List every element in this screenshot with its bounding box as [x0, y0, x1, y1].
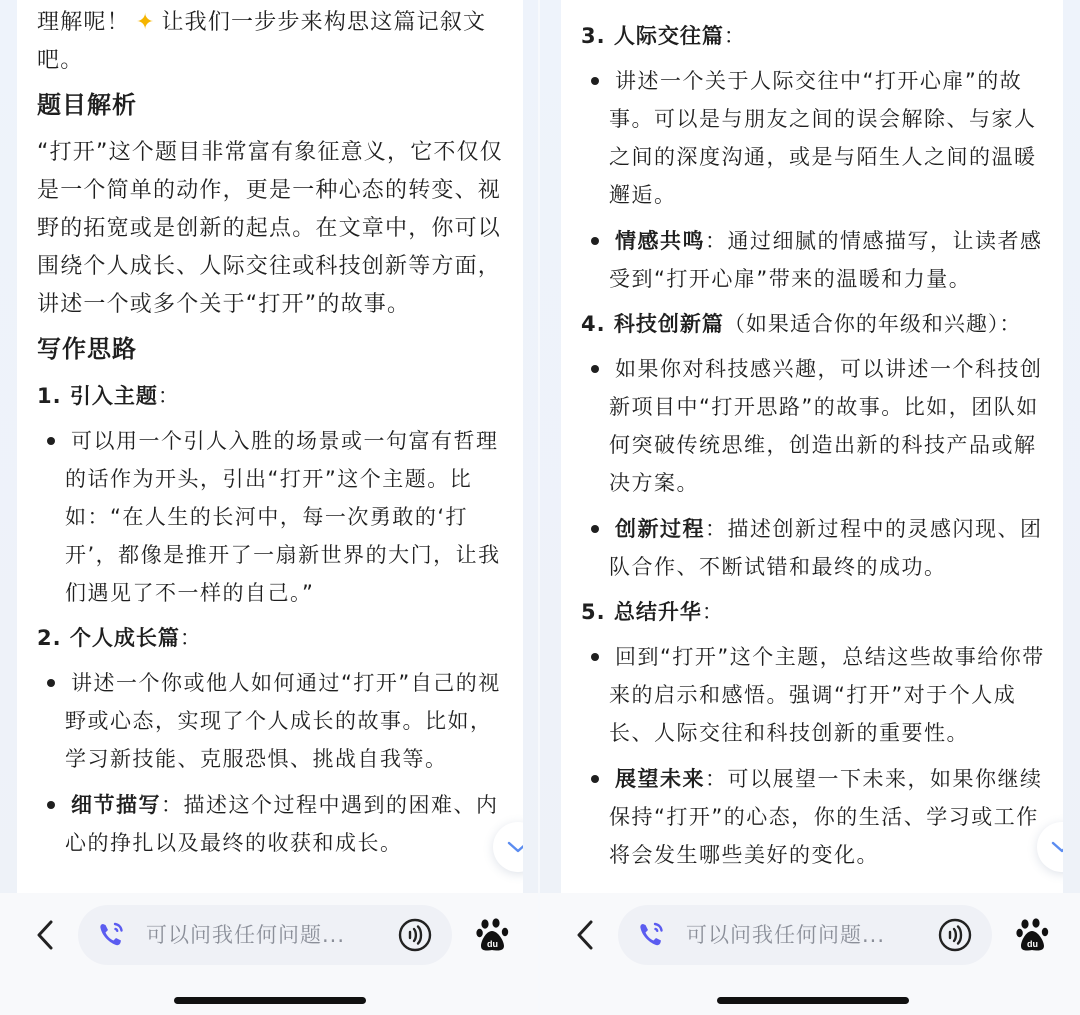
section-heading-ideas: 写作思路: [37, 335, 137, 363]
answer-card: [561, 0, 1063, 893]
list-item: [37, 786, 505, 862]
intro-text-a: 理解呢！: [37, 10, 130, 35]
voice-call-icon[interactable]: [636, 920, 666, 950]
back-arrow-icon: [35, 919, 55, 951]
chevron-down-icon: [1051, 840, 1063, 854]
step-3-title: [581, 18, 1045, 54]
step-5-colon: ：: [701, 600, 724, 624]
bullet-text: ：可以展望一下未来，如果你继续保持“打开”的心态，你的生活、学习或工作将会发生哪些美好的变化。: [609, 767, 1043, 867]
voice-wave-icon[interactable]: [398, 918, 432, 952]
step-5-label: 5. 总结升华: [581, 600, 702, 624]
step-2-colon: ：: [179, 626, 202, 650]
home-indicator: [174, 997, 366, 1004]
analysis-paragraph: “打开”这个题目非常富有象征意义，它不仅仅是一个简单的动作，更是一种心态的转变、视野的拓宽或是创新的起点。在文章中，你可以围绕个人成长、人际交往或科技创新等方面，讲述一个或多个关于“打开”的故事。: [37, 140, 503, 317]
chevron-down-icon: [507, 840, 523, 854]
bullet-text: ：描述创新过程中的灵感闪现、团队合作、不断试错和最终的成功。: [609, 517, 1043, 579]
step-4-suffix: （如果适合你的年级和兴趣）：: [723, 312, 1022, 336]
step-4-title: [581, 306, 1045, 342]
chat-input-placeholder: 可以问我任何问题...: [686, 923, 886, 947]
bottom-input-bar: [0, 893, 540, 1015]
baidu-paw-icon[interactable]: [476, 917, 510, 953]
bullet-text: 讲述一个关于人际交往中“打开心扉”的故事。可以是与朋友之间的误会解除、与家人之间的深度沟通，或是与陌生人之间的温暖邂逅。: [609, 69, 1037, 207]
svg-text:du: du: [1027, 939, 1038, 949]
intro-text-b: 让我们一步步来构思这篇记叙文吧。: [37, 10, 487, 73]
voice-call-icon[interactable]: [96, 920, 126, 950]
bullet-text: ：通过细腻的情感描写，让读者感受到“打开心扉”带来的温暖和力量。: [609, 229, 1043, 291]
bullet-text: ：描述这个过程中遇到的困难、内心的挣扎以及最终的收获和成长。: [65, 793, 499, 855]
list-item: [37, 664, 505, 778]
bottom-input-bar: [540, 893, 1080, 1015]
answer-card: [17, 0, 523, 893]
step-3-colon: ：: [723, 24, 746, 48]
list-item: [581, 62, 1045, 214]
chat-input-placeholder: 可以问我任何问题...: [146, 923, 346, 947]
answer-content: [37, 4, 505, 870]
chat-input[interactable]: [618, 905, 992, 965]
list-item: [581, 222, 1045, 298]
baidu-paw-icon[interactable]: [1016, 917, 1050, 953]
step-1-label: 1. 引入主题: [37, 384, 158, 408]
step-2-title: [37, 620, 505, 656]
bullet-text: 回到“打开”这个主题，总结这些故事给你带来的启示和感悟。强调“打开”对于个人成长、人际交往和科技创新的重要性。: [609, 645, 1045, 745]
intro-paragraph: [37, 4, 505, 80]
step-1-colon: ：: [157, 384, 180, 408]
step-5-title: [581, 594, 1045, 630]
chat-input[interactable]: [78, 905, 452, 965]
back-arrow-icon: [575, 919, 595, 951]
step-3-label: 3. 人际交往篇: [581, 24, 724, 48]
bullet-text: 讲述一个你或他人如何通过“打开”自己的视野或心态，实现了个人成长的故事。比如，学习新技能、克服恐惧、挑战自我等。: [65, 671, 501, 771]
list-item: [581, 760, 1045, 874]
right-screen: [540, 0, 1080, 1015]
bullet-text: 如果你对科技感兴趣，可以讲述一个科技创新项目中“打开思路”的故事。比如，团队如何突破传统思维，创造出新的科技产品或解决方案。: [609, 357, 1043, 495]
bullet-lead: 细节描写: [71, 793, 161, 817]
bullet-lead: 创新过程: [615, 517, 705, 541]
sparkle-star-icon: ✦: [135, 10, 156, 35]
voice-wave-icon[interactable]: [938, 918, 972, 952]
list-item: [581, 350, 1045, 502]
bullet-text: 可以用一个引人入胜的场景或一句富有哲理的话作为开头，引出“打开”这个主题。比如：“在人生的长河中，每一次勇敢的‘打开’，都像是推开了一扇新世界的大门，让我们遇见了不一样的自己。”: [65, 429, 501, 605]
step-2-label: 2. 个人成长篇: [37, 626, 180, 650]
list-item: [581, 510, 1045, 586]
step-4-label: 4. 科技创新篇: [581, 312, 724, 336]
bullet-lead: 情感共鸣: [615, 229, 705, 253]
back-button[interactable]: [570, 915, 600, 955]
bullet-lead: 展望未来: [615, 767, 705, 791]
svg-text:du: du: [487, 939, 498, 949]
back-button[interactable]: [30, 915, 60, 955]
list-item: [581, 638, 1045, 752]
answer-content: [581, 12, 1045, 882]
step-1-title: [37, 378, 505, 414]
section-heading-analysis: 题目解析: [37, 91, 137, 119]
list-item: [37, 422, 505, 612]
home-indicator: [717, 997, 909, 1004]
